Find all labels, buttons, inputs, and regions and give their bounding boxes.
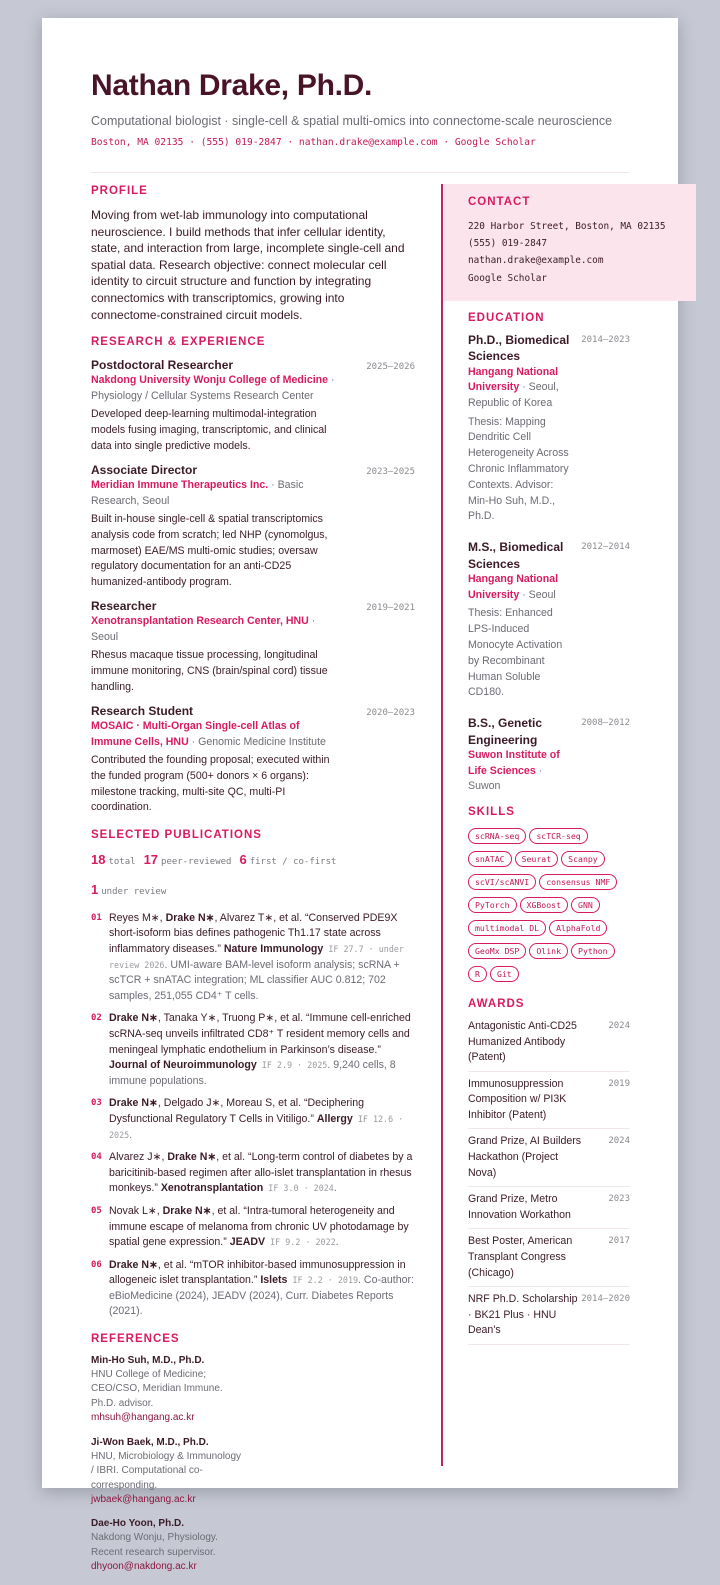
experience-org-line xyxy=(91,614,341,645)
education-main xyxy=(468,539,574,701)
education-school: Hangang National University xyxy=(468,365,559,394)
publication-journal: JEADV xyxy=(229,1236,266,1249)
education-heading: EDUCATION xyxy=(468,311,545,324)
publication-title: , et al. “Intra-tumoral heterogeneity and immune escape of melanoma from chronic UV photodamage by spatial gene expression.” xyxy=(109,1204,409,1249)
publication-number: 05 xyxy=(91,1205,102,1216)
publication-note: . Co-author: eBioMedicine (2024), JEADV (2024), Curr. Diabetes Reports (2021). xyxy=(109,1274,414,1318)
award-name: Best Poster, American Transplant Congress (Chicago) xyxy=(468,1235,573,1279)
experience-role: Research Student xyxy=(91,704,194,719)
experience-entry-header xyxy=(91,462,415,478)
publication-item xyxy=(91,1096,415,1143)
resume-header xyxy=(91,68,629,150)
skill-chip: Olink xyxy=(529,943,568,959)
publication-stat-count: 1 xyxy=(91,881,99,897)
experience-entry xyxy=(91,598,415,695)
experience-role: Associate Director xyxy=(91,463,198,478)
publication-citation xyxy=(109,1204,415,1251)
award-entry xyxy=(468,1129,630,1187)
publication-number: 06 xyxy=(91,1259,102,1270)
experience-date: 2020–2023 xyxy=(366,708,415,719)
education-school-line xyxy=(468,365,574,412)
experience-description: Developed deep-learning multimodal-integration models fusing imaging, transcriptomic, and clinical data into single predictive models. xyxy=(91,408,327,452)
education-main xyxy=(468,715,574,795)
publications-heading: SELECTED PUBLICATIONS xyxy=(91,828,262,841)
publication-meta: IF 27.7 · under review 2026 xyxy=(109,944,404,970)
publication-item xyxy=(91,1258,415,1320)
publication-self-author: Drake N∗ xyxy=(165,911,215,924)
publication-self-author: Drake N∗ xyxy=(109,1097,158,1110)
reference-email[interactable]: mhsuh@hangang.ac.kr xyxy=(91,1412,195,1424)
skill-chip: R xyxy=(468,966,487,982)
skill-chip: PyTorch xyxy=(468,897,517,913)
publication-note: . UMI-aware BAM-level isoform analysis; scRNA + scTCR + snATAC integration; ML classifier AUC 0.812; 702 samples, 251,055 CD4⁺ T cells. xyxy=(109,958,400,1002)
reference-name: Ji-Won Baek, M.D., Ph.D. xyxy=(91,1436,209,1448)
skills-list xyxy=(468,826,630,987)
reference-description: HNU, Microbiology & Immunology / IBRI. Computational co-corresponding. xyxy=(91,1450,242,1491)
experience-description: Contributed the founding proposal; executed within the funded program (500+ donors × 6 organs): milestone tracking, multi-site QC, multi-PI coordination. xyxy=(91,754,330,814)
publication-journal: Islets xyxy=(260,1274,288,1287)
contact-heading: CONTACT xyxy=(468,196,531,208)
experience-section xyxy=(91,335,415,816)
experience-entry xyxy=(91,703,415,816)
publication-item xyxy=(91,1011,415,1089)
publication-note: . xyxy=(335,1236,339,1249)
reference-list xyxy=(91,1354,415,1584)
award-name: Immunosuppression Composition w/ PI3K Inhibitor (Patent) xyxy=(468,1077,567,1121)
award-name: Grand Prize, Metro Innovation Workathon xyxy=(468,1193,571,1221)
education-entry xyxy=(468,332,630,525)
experience-entry xyxy=(91,357,415,454)
reference-email[interactable]: jwbaek@hangang.ac.kr xyxy=(91,1493,196,1505)
publication-citation xyxy=(109,1150,415,1197)
skill-chip: scVI/scANVI xyxy=(468,874,536,890)
contact-email[interactable]: nathan.drake@example.com xyxy=(468,255,604,267)
profile-text: Moving from wet-lab immunology into computational neuroscience. I build methods that infer cellular identity, state, and interaction from large, incomplete single-cell and spatial data. Research objective: connect molecular cell identity to circuit structure and function by integrating connectomics with transcriptomics, growing into connectome-constrained circuit models. xyxy=(91,208,405,322)
contact-scholar-link[interactable]: Google Scholar xyxy=(468,272,548,284)
publication-stat-label: total xyxy=(108,856,136,867)
education-list xyxy=(468,332,630,795)
award-year: 2019 xyxy=(608,1078,630,1089)
publication-citation xyxy=(109,1096,415,1143)
main-column xyxy=(91,184,415,1585)
contact-details xyxy=(468,218,672,287)
publication-item xyxy=(91,1150,415,1197)
award-name: Antagonistic Anti-CD25 Humanized Antibody (Patent) xyxy=(468,1019,577,1064)
publication-self-author: Drake N∗ xyxy=(109,1258,158,1271)
reference-entry xyxy=(91,1354,258,1426)
education-thesis: Thesis: Enhanced LPS-Induced Monocyte Activation by Recombinant Human Soluble CD180. xyxy=(468,607,563,699)
education-location: · Seoul, Republic of Korea xyxy=(468,381,559,409)
reference-name: Dae-Ho Yoon, Ph.D. xyxy=(91,1518,184,1530)
publication-citation xyxy=(109,911,415,1005)
skill-chip: Seurat xyxy=(515,851,559,867)
awards-heading: AWARDS xyxy=(468,997,525,1010)
education-degree: M.S., Biomedical Sciences xyxy=(468,540,564,571)
skill-chip: snATAC xyxy=(468,851,512,867)
publication-authors-before: Alvarez J∗, xyxy=(109,1151,168,1164)
skill-chip: GeoMx DSP xyxy=(468,943,526,959)
publication-stat-count: 17 xyxy=(143,851,159,867)
experience-org-detail: · Seoul xyxy=(91,615,316,643)
candidate-tagline: Computational biologist · single-cell & spatial multi-omics into connectome-scale neuroscience xyxy=(91,114,613,128)
publication-meta: IF 2.2 · 2019 xyxy=(287,1275,359,1286)
publication-title: , Alvarez T∗, et al. “Conserved PDE9X short-isoform bias defines pathogenic Th1.17 state across inflammatory diseases.” xyxy=(109,911,398,955)
publication-note: . xyxy=(129,1128,133,1141)
reference-entry xyxy=(91,1436,258,1508)
contact-address: 220 Harbor Street, Boston, MA 02135 xyxy=(468,221,666,232)
publication-stat xyxy=(239,851,336,871)
education-entry xyxy=(468,539,630,701)
experience-date: 2023–2025 xyxy=(366,467,415,478)
publication-meta: IF 12.6 · 2025 xyxy=(109,1113,404,1140)
publication-stat-label: peer-reviewed xyxy=(161,856,232,867)
experience-org: Xenotransplantation Research Center, HNU xyxy=(91,615,309,628)
skill-chip: Python xyxy=(571,943,615,959)
awards-section xyxy=(444,997,654,1345)
education-date: 2008–2012 xyxy=(581,718,630,729)
publication-list xyxy=(91,911,415,1320)
publication-meta: IF 9.2 · 2022 xyxy=(265,1237,336,1248)
awards-list xyxy=(468,1014,654,1345)
publications-section xyxy=(91,828,415,1320)
publication-meta: IF 3.0 · 2024 xyxy=(263,1183,334,1194)
education-degree: Ph.D., Biomedical Sciences xyxy=(468,332,570,364)
publication-stat xyxy=(91,881,166,901)
resume-page xyxy=(42,18,678,1573)
publication-item xyxy=(91,1204,415,1251)
publication-stat-label: first / co-first xyxy=(249,856,337,867)
publication-authors-before: Reyes M∗, xyxy=(109,911,166,924)
publication-stat-count: 18 xyxy=(91,851,106,867)
award-year: 2024 xyxy=(608,1020,630,1031)
experience-entry-header xyxy=(91,357,415,373)
education-school-line xyxy=(468,748,574,795)
publication-note: . 9,240 cells, 8 immune populations. xyxy=(109,1059,396,1087)
reference-description: Nakdong Wonju, Physiology. Recent research supervisor. xyxy=(91,1532,218,1558)
publication-citation xyxy=(109,1011,415,1089)
skills-heading: SKILLS xyxy=(468,805,515,818)
experience-entry xyxy=(91,462,415,590)
award-name: Grand Prize, AI Builders Hackathon (Project Nova) xyxy=(468,1135,582,1179)
award-entry xyxy=(468,1187,630,1229)
experience-date: 2025–2026 xyxy=(366,362,415,373)
experience-role: Postdoctoral Researcher xyxy=(91,358,234,373)
award-entry xyxy=(468,1287,630,1345)
experience-org-detail: · Genomic Medicine Institute xyxy=(188,735,326,748)
publication-stat-count: 6 xyxy=(239,851,247,867)
publication-citation xyxy=(109,1258,415,1320)
education-entry xyxy=(468,715,630,795)
contact-phone: (555) 019-2847 xyxy=(468,238,548,250)
experience-org: Meridian Immune Therapeutics Inc. xyxy=(91,479,269,492)
publication-self-author: Drake N∗ xyxy=(167,1151,217,1164)
publication-journal: Journal of Neuroimmunology xyxy=(109,1059,257,1072)
education-section xyxy=(444,311,654,795)
experience-org-line xyxy=(91,373,341,404)
skill-chip: GNN xyxy=(571,897,600,913)
publication-stat xyxy=(91,851,136,871)
experience-org: MOSAIC · Multi-Organ Single-cell Atlas of Immune Cells, HNU xyxy=(91,720,300,748)
education-date: 2012–2014 xyxy=(581,542,630,553)
experience-list xyxy=(91,357,415,816)
publication-title: , et al. “mTOR inhibitor-based immunosuppression in allogeneic islet transplantation.” xyxy=(109,1258,406,1287)
award-year: 2014–2020 xyxy=(581,1294,630,1305)
education-school: Suwon Institute of Life Sciences xyxy=(468,749,560,777)
experience-description: Rhesus macaque tissue processing, longitudinal immune monitoring, CNS (brain/spinal cord) tissue handling. xyxy=(91,649,328,693)
column-divider xyxy=(441,184,443,1466)
reference-name: Min-Ho Suh, M.D., Ph.D. xyxy=(91,1355,205,1367)
award-year: 2023 xyxy=(608,1194,630,1205)
education-main xyxy=(468,332,574,525)
publication-stat xyxy=(144,851,232,871)
skill-chip: consensus NMF xyxy=(539,874,617,890)
publication-journal: Nature Immunology xyxy=(223,943,324,955)
references-heading: REFERENCES xyxy=(91,1333,180,1346)
skill-chip: AlphaFold xyxy=(549,920,607,936)
experience-heading: RESEARCH & EXPERIENCE xyxy=(91,336,266,349)
education-degree: B.S., Genetic Engineering xyxy=(468,716,543,747)
publication-title: , Tanaka Y∗, Truong P∗, et al. “Immune cell-enriched scRNA-seq unveils infiltrated CD8⁺ T resident memory cells and meningeal lymphatic endothelium in Parkinson’s disease.” xyxy=(109,1012,411,1056)
experience-org: Nakdong University Wonju College of Medicine xyxy=(91,374,329,387)
publication-self-author: Drake N∗ xyxy=(162,1204,212,1217)
skill-chip: Scanpy xyxy=(561,851,605,867)
reference-email[interactable]: dhyoon@nakdong.ac.kr xyxy=(91,1561,197,1573)
header-divider xyxy=(91,172,629,173)
education-thesis: Thesis: Mapping Dendritic Cell Heterogeneity Across Chronic Inflammatory Contexts. Advisor: Min-Ho Suh, M.D., Ph.D. xyxy=(468,415,569,523)
publication-title: , Delgado J∗, Moreau S, et al. “Deciphering Dysfunctional Regulatory T Cells in Vitiligo.” xyxy=(109,1097,365,1125)
reference-description: HNU College of Medicine; CEO/CSO, Meridian Immune. Ph.D. advisor. xyxy=(91,1369,223,1409)
publication-note: . xyxy=(333,1182,337,1195)
award-entry xyxy=(468,1014,630,1072)
reference-entry xyxy=(91,1517,258,1574)
publication-number: 03 xyxy=(91,1098,102,1109)
award-entry xyxy=(468,1229,630,1287)
experience-org-line xyxy=(91,478,341,509)
publication-self-author: Drake N∗ xyxy=(109,1012,158,1025)
education-date: 2014–2023 xyxy=(581,334,630,345)
skills-section xyxy=(444,805,654,987)
experience-org-detail: · Physiology / Cellular Systems Research Center xyxy=(91,374,335,402)
experience-description: Built in-house single-cell & spatial transcriptomics analysis code from scratch; led NHP (cynomolgus, marmoset) EAE/MS multi-omic studies; oversaw regulatory documentation for an anti-CD25 humanized-antibody program. xyxy=(91,513,328,588)
publication-stat-label: under review xyxy=(101,886,167,897)
experience-date: 2019–2021 xyxy=(366,603,415,614)
profile-heading: PROFILE xyxy=(91,185,148,197)
award-entry xyxy=(468,1072,630,1130)
education-location: · Seoul xyxy=(519,588,556,601)
education-location: · Suwon xyxy=(468,764,543,793)
experience-entry-header xyxy=(91,598,415,614)
experience-entry-header xyxy=(91,703,415,719)
publication-journal: Allergy xyxy=(316,1112,353,1125)
award-year: 2024 xyxy=(608,1136,630,1147)
skill-chip: XGBoost xyxy=(520,897,569,913)
sidebar-column xyxy=(444,184,666,1345)
education-school-line xyxy=(468,572,574,603)
award-year: 2017 xyxy=(608,1236,630,1247)
skill-chip: Git xyxy=(490,966,519,982)
publication-stats xyxy=(91,851,415,911)
publication-meta: IF 2.9 · 2025 xyxy=(256,1060,328,1071)
experience-org-line xyxy=(91,719,341,750)
publication-journal: Xenotransplantation xyxy=(160,1182,264,1195)
publication-number: 02 xyxy=(91,1013,102,1024)
publication-item xyxy=(91,911,415,1005)
award-name: NRF Ph.D. Scholarship · BK21 Plus · HNU Dean's xyxy=(468,1293,578,1337)
experience-org-detail: · Basic Research, Seoul xyxy=(91,479,304,507)
skill-chip: scRNA-seq xyxy=(468,828,526,844)
publication-authors-before: Novak L∗, xyxy=(109,1204,163,1217)
experience-role: Researcher xyxy=(91,599,157,614)
publication-title: , et al. “Long-term control of diabetes by a baricitinib-based regimen after allo-islet transplantation in rhesus monkeys.” xyxy=(109,1151,413,1195)
publication-number: 04 xyxy=(91,1152,102,1163)
skill-chip: multimodal DL xyxy=(468,920,546,936)
skill-chip: scTCR-seq xyxy=(529,828,587,844)
references-section xyxy=(91,1332,415,1584)
candidate-name: Nathan Drake, Ph.D. xyxy=(91,69,373,102)
contact-section xyxy=(444,184,696,301)
header-contact-line: Boston, MA 02135 · (555) 019-2847 · nathan.drake@example.com · Google Scholar xyxy=(91,137,536,148)
education-school: Hangang National University xyxy=(468,573,559,601)
profile-section xyxy=(91,184,415,323)
publication-number: 01 xyxy=(91,912,102,923)
